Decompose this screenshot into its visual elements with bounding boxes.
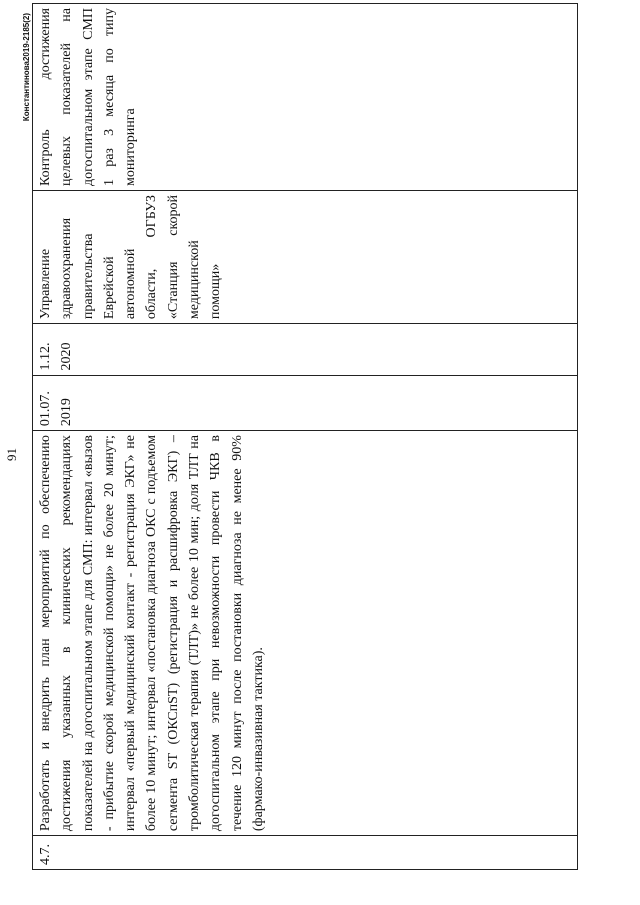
plan-table (32, 3, 578, 870)
row-number: 4.7. (33, 836, 578, 870)
start-date-cell: 01.07. 2019 (33, 375, 578, 431)
end-date-cell: 1.12. 2020 (33, 324, 578, 375)
responsible-cell: Управление здравоохранения правительства Еврейской автономной области, ОГБУЗ «Станция скорой медицинской помощи» (33, 190, 578, 323)
action-cell: Разработать и внедрить план мероприятий по обеспечению достижения указанных в клинических рекомендациях показателей на догоспитальном этапе для СМП: интервал «вызов - прибытие скорой медицинской помощи» не более 20 минут; интервал «первый медицинский контакт - регистрация ЭКГ» не более 10 минут; интервал «постановка диагноза ОКС с подъемом сегмента ST (ОКСпST) (регистрация и расшифровка ЭКГ) – тромболитическая терапия (ТЛТ)» не более 10 мин; доля ТЛТ на догоспитальном этапе при невозможности провести ЧКВ в течение 120 минут после постановки диагноза не менее 90% (фармако-инвазивная тактика). (33, 431, 578, 836)
result-cell: Контроль достижения целевых показателей на догоспитальном этапе СМП 1 раз 3 месяца по типу мониторинга (33, 4, 578, 191)
page-number: 91 (4, 448, 19, 461)
document-stamp: Константинова2019-2185(2) (22, 13, 31, 122)
table-row (33, 4, 578, 870)
rotated-page (2, 3, 622, 903)
